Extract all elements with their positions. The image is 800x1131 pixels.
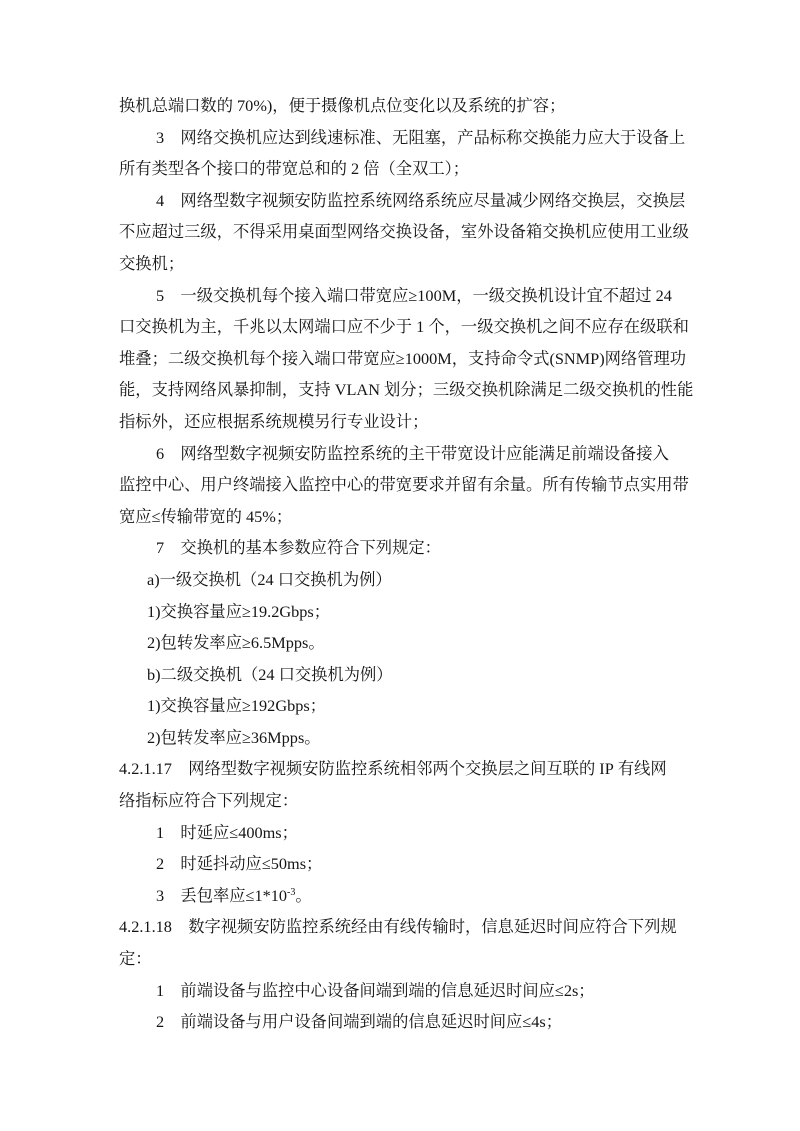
text-line: 指标外，还应根据系统规模另行专业设计； xyxy=(119,411,429,431)
text-line: 交换机； xyxy=(119,253,185,273)
text-line: 定： xyxy=(119,949,152,969)
text-line-item-b1: 1)交换容量应≥192Gbps； xyxy=(147,696,326,716)
text-line-item-5: 5 一级交换机每个接入端口带宽应≥100M，一级交换机设计宜不超过 24 xyxy=(156,285,672,305)
text-line-item-a2: 2)包转发率应≥6.5Mpps。 xyxy=(147,633,325,653)
text-line: 能，支持网络风暴抑制，支持 VLAN 划分；三级交换机除满足二级交换机的性能 xyxy=(119,380,694,400)
text-line-item-4: 4 网络型数字视频安防监控系统网络系统应尽量减少网络交换层，交换层 xyxy=(156,190,686,210)
loss-rate-exponent: -3 xyxy=(287,886,296,898)
loss-rate-base-text: 3 丢包率应≤1*10 xyxy=(156,885,288,905)
text-line-item-a1: 1)交换容量应≥19.2Gbps； xyxy=(147,601,331,621)
text-line: 口交换机为主，千兆以太网端口应不少于 1 个，一级交换机之间不应存在级联和 xyxy=(119,317,689,337)
text-line-item-b: b)二级交换机（24 口交换机为例） xyxy=(147,664,393,684)
text-line-item-a: a)一级交换机（24 口交换机为例） xyxy=(147,569,392,589)
document-text-block xyxy=(119,90,699,1038)
text-line: 监控中心、用户终端接入监控中心的带宽要求并留有余量。所有传输节点实用带 xyxy=(119,475,689,495)
text-line: 换机总端口数的 70%)，便于摄像机点位变化以及系统的扩容； xyxy=(119,96,566,115)
text-line-item-6: 6 网络型数字视频安防监控系统的主干带宽设计应能满足前端设备接入 xyxy=(156,443,669,463)
text-line-item-2-delay: 2 前端设备与用户设备间端到端的信息延迟时间应≤4s； xyxy=(156,1012,563,1032)
text-line: 堆叠；二级交换机每个接入端口带宽应≥1000M，支持命令式(SNMP)网络管理功 xyxy=(119,348,687,368)
clause-4-2-1-17-line: 4.2.1.17 网络型数字视频安防监控系统相邻两个交换层之间互联的 IP 有线网 xyxy=(119,759,667,779)
text-line-item-b2: 2)包转发率应≥36Mpps。 xyxy=(147,727,321,747)
text-line-item-3-loss-rate xyxy=(119,880,699,912)
text-line-item-7: 7 交换机的基本参数应符合下列规定： xyxy=(156,538,441,558)
text-line-item-2: 2 时延抖动应≤50ms； xyxy=(156,854,323,874)
text-line: 所有类型各个接口的带宽总和的 2 倍（全双工）； xyxy=(119,159,470,179)
text-line-item-1-delay: 1 前端设备与监控中心设备间端到端的信息延迟时间应≤2s； xyxy=(156,980,595,1000)
loss-rate-period: 。 xyxy=(295,885,312,905)
text-line: 络指标应符合下列规定： xyxy=(119,791,299,811)
text-line: 不应超过三级，不得采用桌面型网络交换设备，室外设备箱交换机应使用工业级 xyxy=(119,222,689,242)
clause-4-2-1-18-line: 4.2.1.18 数字视频安防监控系统经由有线传输时，信息延迟时间应符合下列规 xyxy=(119,917,677,937)
text-line-item-1: 1 时延应≤400ms； xyxy=(156,822,298,842)
text-line-item-3: 3 网络交换机应达到线速标准、无阻塞，产品标称交换能力应大于设备上 xyxy=(156,127,686,147)
text-line: 宽应≤传输带宽的 45%； xyxy=(119,506,293,526)
